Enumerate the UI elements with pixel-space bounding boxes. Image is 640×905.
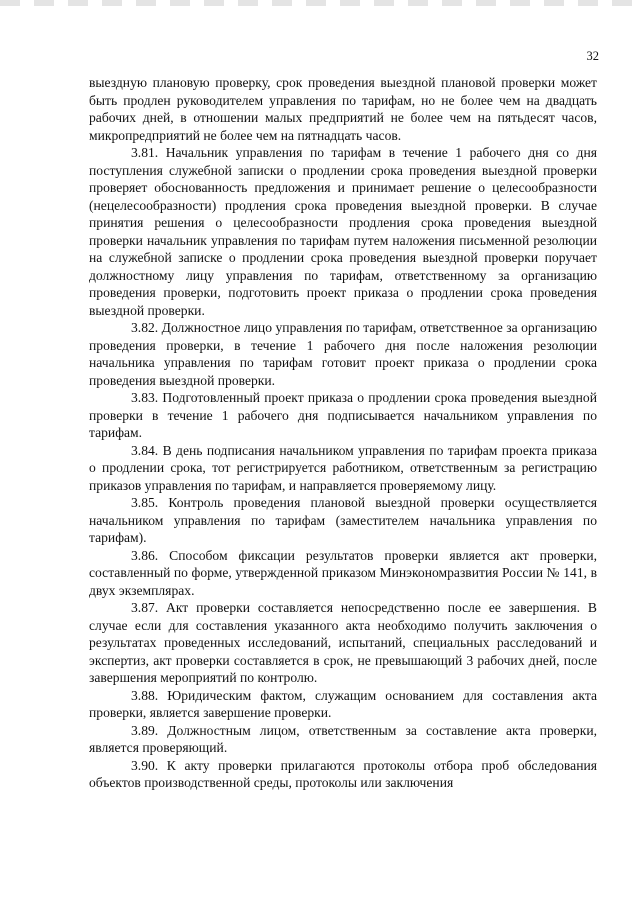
paragraph-3-84: 3.84. В день подписания начальником управления по тарифам проекта приказа о продлении срока, тот регистрируется работником, ответственным за регистрацию приказов управления по тарифам, и направляется проверяемому лицу. — [89, 442, 597, 493]
document-body — [89, 74, 597, 792]
paragraph-3-82: 3.82. Должностное лицо управления по тарифам, ответственное за организацию проведения проверки, в течение 1 рабочего дня после наложения резолюции начальника управления по тарифам готовит проект приказа о продлении срока проведения выездной проверки. — [89, 320, 597, 388]
paragraph-3-90: 3.90. К акту проверки прилагаются протоколы отбора проб обследования объектов производственной среды, протоколы или заключения — [89, 757, 597, 790]
paragraph-3-85: 3.85. Контроль проведения плановой выездной проверки осуществляется начальником управления по тарифам (заместителем начальника управления по тарифам). — [89, 495, 597, 545]
paragraph-3-83: 3.83. Подготовленный проект приказа о продлении срока проведения выездной проверки в течение 1 рабочего дня подписывается начальником управления по тарифам. — [89, 390, 597, 440]
paragraph-3-89: 3.89. Должностным лицом, ответственным за составление акта проверки, является проверяющий. — [89, 722, 597, 755]
page-number: 32 — [586, 49, 599, 63]
scan-artifact-strip — [0, 0, 640, 6]
paragraph-3-81: 3.81. Начальник управления по тарифам в течение 1 рабочего дня со дня поступления служебной записки о продлении срока проведения выездной проверки проверяет обоснованность предложения и принимает решение о целесообразности (нецелесообразности) продления срока проведения выездной проверки. В случае принятия решения о целесообразности продления срока проведения выездной проверки начальник управления по тарифам путем наложения письменной резолюции на служебной записке о продлении срока проведения выездной проверки поручает должностному лицу управления по тарифам, ответственному за организацию проведения проверки, подготовить проект приказа о продлении срока проведения выездной проверки. — [89, 145, 597, 318]
paragraph-3-87: 3.87. Акт проверки составляется непосредственно после ее завершения. В случае если для составления указанного акта необходимо получить заключения о результатах проведенных исследований, испытаний, специальных расследований и экспертиз, акт проверки составляется в срок, не превышающий 3 рабочих дней, после завершения мероприятий по контролю. — [89, 600, 597, 685]
paragraph-3-86: 3.86. Способом фиксации результатов проверки является акт проверки, составленный по форме, утвержденной приказом Минэкономразвития России № 141, в двух экземплярах. — [89, 547, 597, 598]
paragraph-continuation: выездную плановую проверку, срок проведения выездной плановой проверки может быть продлен руководителем управления по тарифам, но не более чем на двадцать рабочих дней, в отношении малых предприятий не более чем на пятьдесят часов, микропредприятий не более чем на пятнадцать часов. — [89, 75, 597, 143]
paragraph-3-88: 3.88. Юридическим фактом, служащим основанием для составления акта проверки, является завершение проверки. — [89, 687, 597, 720]
